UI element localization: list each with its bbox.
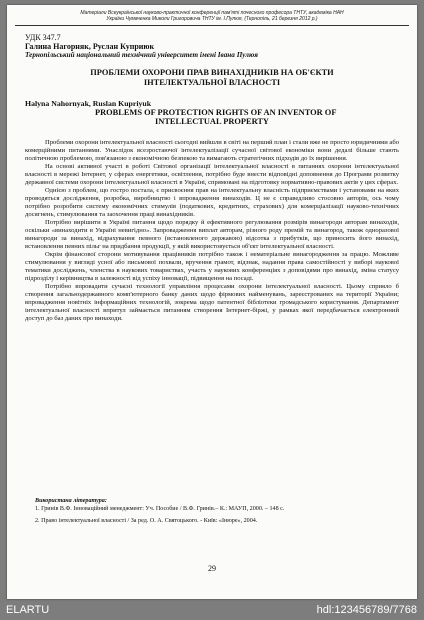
header-line-2: України Чумаченка Миколи Григоровича ТНТУ ім. І.Пулюя, (Тернопіль, 21 березня 2012 р.) <box>106 16 318 22</box>
paragraph: Проблеми охорони інтелектуальної власності сьогодні вийшли в світі на перший план і стали вже не просто юридичними або комерційними питаннями. Унаслідок всезростаючої інтелектуалізації сучасної світової економіки вони дедалі більше стають політичною проблемою, пов'язаною з економічною безпекою та вимагають стратегічних підходів до їх вирішення. <box>25 139 399 162</box>
footer-bar <box>0 603 424 620</box>
body-text <box>25 139 399 323</box>
udk-code: УДК 347.7 <box>25 33 61 42</box>
references-section <box>25 497 399 525</box>
paragraph: Однією з проблем, що гостро постала, є присвоєння прав на інтелектуальну власність підприємствами і установами на яких проводяться дослідження, розробка, виробництво і впровадження винаходів. Ц не є справедливо стосовно авторів, ось чому потрібно розробити систему економічних стимулів (податкових, кредитних, страхових) для комерціалізації науково-технічних досягнень, стимулювання та заохочення праці винахідників. <box>25 187 399 218</box>
repository-name: ELARTU <box>6 604 50 616</box>
paragraph: На основі активної участі в роботі Світової організації інтелектуальної власності в питаннях охорони інтелектуальної власності в мережі Інтернет, у сферах енергетики, освітлення, потрібно буде внести відповідні доповнення до Програми розвитку державної системи охорони інтелектуальної власності в Україні, спрямовані на підготовку нормативно-правових актів у цих сферах. <box>25 163 399 186</box>
header-line-1: Матеріали Всеукраїнської науково-практичної конференції пам'яті почесного професора ТНТУ, академіка НАН <box>80 10 344 16</box>
title-en-line-1: PROBLEMS OF PROTECTION RIGHTS OF AN INVENTOR OF <box>95 108 337 117</box>
authors-ua: Галина Нагорняк, Руслан Куприюк <box>25 42 155 51</box>
references-title: Використана література: <box>35 498 107 504</box>
paragraph: Окрім фінансової сторони мотивування працівників потрібно також і нематеріальне винагородження за працю. Можливе стимулювання у вигляді усної або письмової похвали, вручення грамот, відзнак, надання права самостійності у виборі наукової тематики досліджень, членства в наукових товариствах, участь у наукових конференціях з доповідями про винахід, зміна статусу підрозділу і керівництва в залежності від успіху інновації, підвищення на посаді. <box>25 251 399 282</box>
page-number: 29 <box>208 564 216 573</box>
title-ua-line-2: ІНТЕЛЕКТУАЛЬНОЇ ВЛАСНОСТІ <box>143 78 281 87</box>
document-page <box>7 5 417 599</box>
reference-item: 2. Право інтелектуальної власності / За ред. О. А. Святоцького. - Київ: «Інюре», 2004. <box>35 518 258 524</box>
title-ua-line-1: ПРОБЛЕМИ ОХОРОНИ ПРАВ ВИНАХІДНИКІВ НА ОБ'ЄКТИ <box>90 68 334 77</box>
title-en-line-2: INTELLECTUAL PROPERTY <box>155 117 269 126</box>
header-rule <box>15 25 409 26</box>
authors-en: Halyna Nahornyak, Ruslan Kupriyuk <box>25 99 152 108</box>
handle-id: hdl:123456789/7768 <box>316 604 417 616</box>
reference-item: 1. Гринів В.Ф. Інноваційний менеджмент: Уч. Пособие / В.Ф. Гринів.– К.: МАУП, 2000. – 148 с. <box>35 506 285 512</box>
paragraph: Потрібно вирішити в Україні питання щодо порядку й ефективного регулювання розмірів винагороди авторам винаходів, оскільки «винаходити в Україні невигідно». Запровадження виплат авторам, різного роду премій та винагород, також одноразової винагороди за винахід, відрахування певного (встановленого державою) відсотка з прибутків, що приносить його винахід, встановлення певних пільг на придбання продукції, у якій використовується об'єкт інтелектуальної власності. <box>25 219 399 250</box>
paragraph: Потрібно впровадити сучасні технології управління процесами охорони інтелектуальної власності. Цьому сприяло б створення загальнодержавного комп'ютерного банку даних щодо фірмових найменувань, зареєстрованих на території України; впровадження новітніх інформаційних технологій, зокрема щодо патентної бібліотеки громадського користування. Департамент інтелектуальної власності впритул займається питанням створення Інтернет-біржі, у рамках якої передбачається електронний доступ до баз даних про винаходи. <box>25 283 399 322</box>
running-header <box>15 10 409 22</box>
affiliation: Тернопільський національний технічний університет імені Івана Пулюя <box>25 51 258 59</box>
